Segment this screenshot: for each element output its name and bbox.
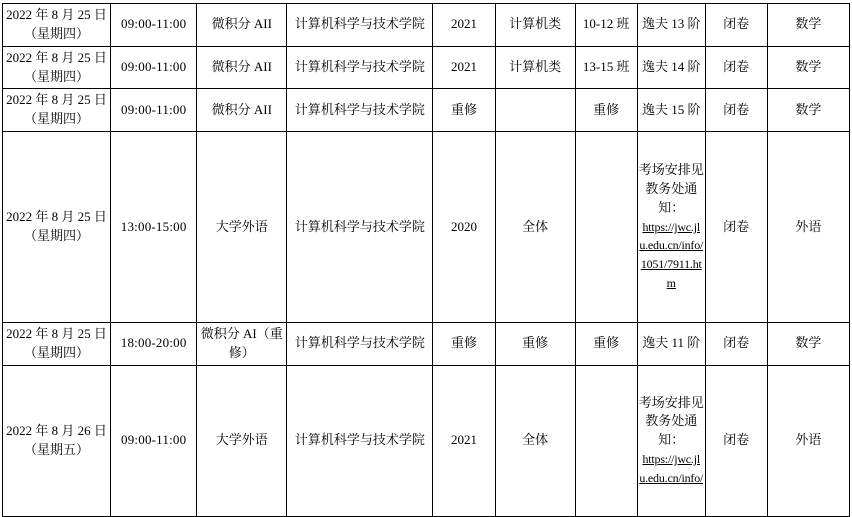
table-row (3, 4, 850, 47)
cell-department: 计算机科学与技术学院 (287, 365, 433, 516)
cell-time: 09:00-11:00 (111, 46, 197, 89)
cell-class: 10-12 班 (575, 4, 637, 47)
room-note: 考场安排见教务处通知： (638, 394, 704, 448)
cell-major: 计算机类 (495, 4, 575, 47)
table-row (3, 46, 850, 89)
cell-room (637, 132, 705, 323)
room-notice-link[interactable]: https://jwc.jlu.edu.cn/info/ (639, 452, 704, 486)
cell-department: 计算机科学与技术学院 (287, 46, 433, 89)
cell-subject-group: 数学 (767, 4, 849, 47)
cell-subject-group: 数学 (767, 46, 849, 89)
cell-room: 逸夫 15 阶 (637, 89, 705, 132)
cell-grade: 2020 (433, 132, 495, 323)
cell-time: 09:00-11:00 (111, 4, 197, 47)
cell-exam-type: 闭卷 (705, 89, 767, 132)
cell-room: 逸夫 11 阶 (637, 323, 705, 366)
table-row (3, 89, 850, 132)
cell-exam-type: 闭卷 (705, 323, 767, 366)
room-note: 考场安排见教务处通知： (638, 162, 704, 215)
table-row (3, 323, 850, 366)
cell-subject-group: 外语 (767, 132, 849, 323)
cell-date: 2022 年 8 月 25 日（星期四） (3, 89, 111, 132)
cell-time: 09:00-11:00 (111, 89, 197, 132)
cell-date: 2022 年 8 月 25 日（星期四） (3, 46, 111, 89)
cell-subject-group: 外语 (767, 365, 849, 516)
cell-date: 2022 年 8 月 25 日（星期四） (3, 4, 111, 47)
exam-schedule-body (3, 4, 850, 517)
cell-major: 计算机类 (495, 46, 575, 89)
cell-exam-type: 闭卷 (705, 132, 767, 323)
cell-date: 2022 年 8 月 25 日（星期四） (3, 132, 111, 323)
cell-course: 大学外语 (197, 132, 287, 323)
cell-department: 计算机科学与技术学院 (287, 4, 433, 47)
cell-major (495, 89, 575, 132)
cell-subject-group: 数学 (767, 323, 849, 366)
cell-room: 逸夫 14 阶 (637, 46, 705, 89)
cell-time: 13:00-15:00 (111, 132, 197, 323)
cell-major: 重修 (495, 323, 575, 366)
cell-grade: 2021 (433, 4, 495, 47)
cell-department: 计算机科学与技术学院 (287, 132, 433, 323)
cell-course: 大学外语 (197, 365, 287, 516)
cell-class: 重修 (575, 89, 637, 132)
cell-grade: 重修 (433, 89, 495, 132)
cell-course: 微积分 AII (197, 89, 287, 132)
cell-department: 计算机科学与技术学院 (287, 323, 433, 366)
cell-time: 09:00-11:00 (111, 365, 197, 516)
table-row (3, 132, 850, 323)
cell-exam-type: 闭卷 (705, 4, 767, 47)
cell-exam-type: 闭卷 (705, 365, 767, 516)
cell-major: 全体 (495, 365, 575, 516)
cell-class (575, 132, 637, 323)
cell-subject-group: 数学 (767, 89, 849, 132)
cell-class: 重修 (575, 323, 637, 366)
cell-class: 13-15 班 (575, 46, 637, 89)
cell-room: 逸夫 13 阶 (637, 4, 705, 47)
cell-major: 全体 (495, 132, 575, 323)
cell-course: 微积分 AII (197, 4, 287, 47)
cell-date: 2022 年 8 月 26 日（星期五） (3, 365, 111, 516)
cell-course: 微积分 AI（重修） (197, 323, 287, 366)
room-notice-link[interactable]: https://jwc.jlu.edu.cn/info/1051/7911.htm (639, 219, 704, 291)
cell-date: 2022 年 8 月 25 日（星期四） (3, 323, 111, 366)
cell-exam-type: 闭卷 (705, 46, 767, 89)
cell-grade: 重修 (433, 323, 495, 366)
cell-department: 计算机科学与技术学院 (287, 89, 433, 132)
exam-schedule-table (2, 3, 850, 517)
cell-grade: 2021 (433, 46, 495, 89)
cell-course: 微积分 AII (197, 46, 287, 89)
cell-time: 18:00-20:00 (111, 323, 197, 366)
cell-grade: 2021 (433, 365, 495, 516)
